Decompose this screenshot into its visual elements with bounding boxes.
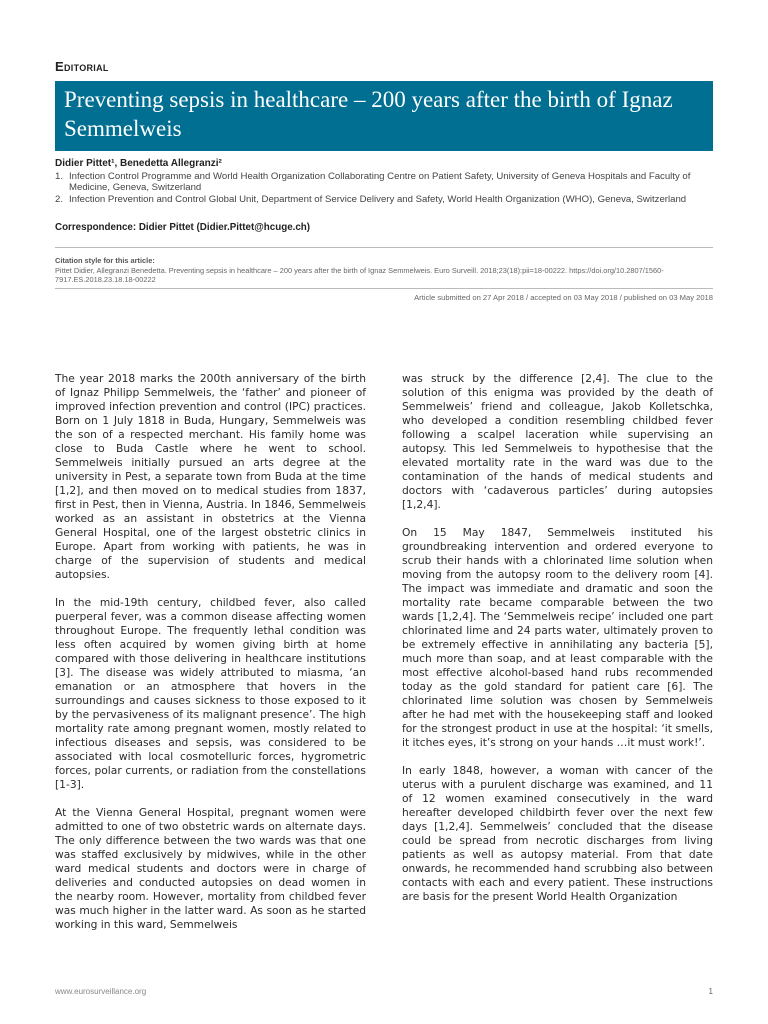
divider bbox=[55, 288, 713, 289]
body-paragraph: On 15 May 1847, Semmelweis instituted his groundbreaking intervention and ordered everyone to scrub their hands with a chlorinated lime solution when moving from the autopsy room to the delivery room [4]. The impact was immediate and dramatic and soon the mortality rate became comparable between the two wards [1,2,4]. The ‘Semmelweis recipe’ included one part chlorinated lime and 24 parts water, ultimately proven to be extremely effective in annihilating any bacteria [5], much more than soap, and at least comparable with the most effective alcohol-based hand rubs recommended today as the gold standard for patient care [6]. The chlorinated lime solution was chosen by Semmelweis after he had met with the housekeeping staff and looked for the strongest product in use at the hospital: ‘it smells, it itches eyes, it’s strong on your hands …it must work!’. bbox=[402, 526, 713, 749]
divider bbox=[55, 247, 713, 248]
section-label: Editorial bbox=[55, 59, 109, 74]
citation-label: Citation style for this article: bbox=[55, 256, 155, 265]
body-column-left bbox=[55, 372, 366, 946]
body-paragraph: The year 2018 marks the 200th anniversary of the birth of Ignaz Philipp Semmelweis, the ‘father’ and pioneer of improved infection prevention and control (IPC) practices. Born on 1 July 1818 in Buda, Hungary, Semmelweis was the son of a respected merchant. His family home was close to Buda Castle where he went to school. Semmelweis initially pursued an arts degree at the university in Pest, a separate town from Buda at the time [1,2], and then moved on to medical studies from 1837, first in Pest, then in Vienna, Austria. In 1846, Semmelweis worked as an assistant in obstetrics at the Vienna General Hospital, one of the largest obstetric clinics in Europe. Apart from working with patients, he was in charge of the supervision of students and medical autopsies. bbox=[55, 372, 366, 581]
affiliation-item bbox=[55, 194, 713, 205]
journal-url: www.eurosurveillance.org bbox=[55, 987, 147, 996]
author-list: Didier Pittet¹, Benedetta Allegranzi² bbox=[55, 158, 222, 169]
affiliation-number: 2. bbox=[55, 193, 64, 205]
affiliation-number: 1. bbox=[55, 171, 64, 182]
body-column-right bbox=[402, 372, 713, 918]
article-title: Preventing sepsis in healthcare – 200 years after the birth of Ignaz Semmelweis bbox=[64, 87, 673, 141]
body-paragraph: In the mid-19th century, childbed fever, also called puerperal fever, was a common disease affecting women throughout Europe. The frequently lethal condition was less often acquired by women giving birth at home compared with those delivering in healthcare institutions [3]. The disease was widely attributed to miasma, ‘an emanation or an atmosphere that hovers in the surroundings and causes sickness to those exposed to it by the pervasiveness of its malignant presence’. The high mortality rate among pregnant women, mostly related to infectious diseases and sepsis, was considered to be associated with local cosmotelluric forces, hygrometric forces, polar currents, or radiation from the constellations [1-3]. bbox=[55, 596, 366, 791]
article-dates: Article submitted on 27 Apr 2018 / accepted on 03 May 2018 / published on 03 May 2018 bbox=[414, 293, 713, 302]
body-paragraph: At the Vienna General Hospital, pregnant women were admitted to one of two obstetric wards on alternate days. The only difference between the two wards was that one was staffed exclusively by midwives, while in the other ward medical students and doctors were in charge of deliveries and conducted autopsies on dead women in the nearby room. However, mortality from childbed fever was much higher in the latter ward. As soon as he started working in this ward, Semmelweis bbox=[55, 806, 366, 931]
body-paragraph: In early 1848, however, a woman with cancer of the uterus with a purulent discharge was examined, and 11 of 12 women examined consecutively in the ward hereafter developed childbirth fever over the next few days [1,2,4]. Semmelweis’ concluded that the disease could be spread from necrotic discharges from living patients as well as autopsy material. From that date onwards, he recommended hand scrubbing also between contacts with each and every patient. These instructions are basis for the present World Health Organization bbox=[402, 764, 713, 903]
citation-text: Pittet Didier, Allegranzi Benedetta. Preventing sepsis in healthcare – 200 years after the birth of Ignaz Semmelweis. Euro Surveill. 2018;23(18):pii=18-00222. https://doi.org/10.2807/1560-7917.ES.2018.23.18.18-00222 bbox=[55, 265, 664, 285]
affiliation-list bbox=[55, 171, 713, 205]
citation-block bbox=[55, 256, 713, 285]
affiliation-text: Infection Control Programme and World Health Organization Collaborating Centre on Patient Safety, University of Geneva Hospitals and Faculty of Medicine, Geneva, Switzerland bbox=[69, 171, 691, 194]
affiliation-text: Infection Prevention and Control Global Unit, Department of Service Delivery and Safety, World Health Organization (WHO), Geneva, Switzerland bbox=[69, 193, 687, 205]
correspondence: Correspondence: Didier Pittet (Didier.Pittet@hcuge.ch) bbox=[55, 222, 311, 233]
body-paragraph: was struck by the difference [2,4]. The clue to the solution of this enigma was provided by the death of Semmelweis’ friend and colleague, Jakob Kolletschka, who developed a condition resembling childbed fever following a scalpel laceration while supervising an autopsy. This led Semmelweis to hypothesise that the elevated mortality rate in the ward was due to the contamination of the hands of medical students and doctors with ‘cadaverous particles’ during autopsies [1,2,4]. bbox=[402, 372, 713, 511]
affiliation-item bbox=[55, 171, 713, 194]
title-band bbox=[55, 81, 713, 151]
page-number: 1 bbox=[708, 987, 713, 996]
